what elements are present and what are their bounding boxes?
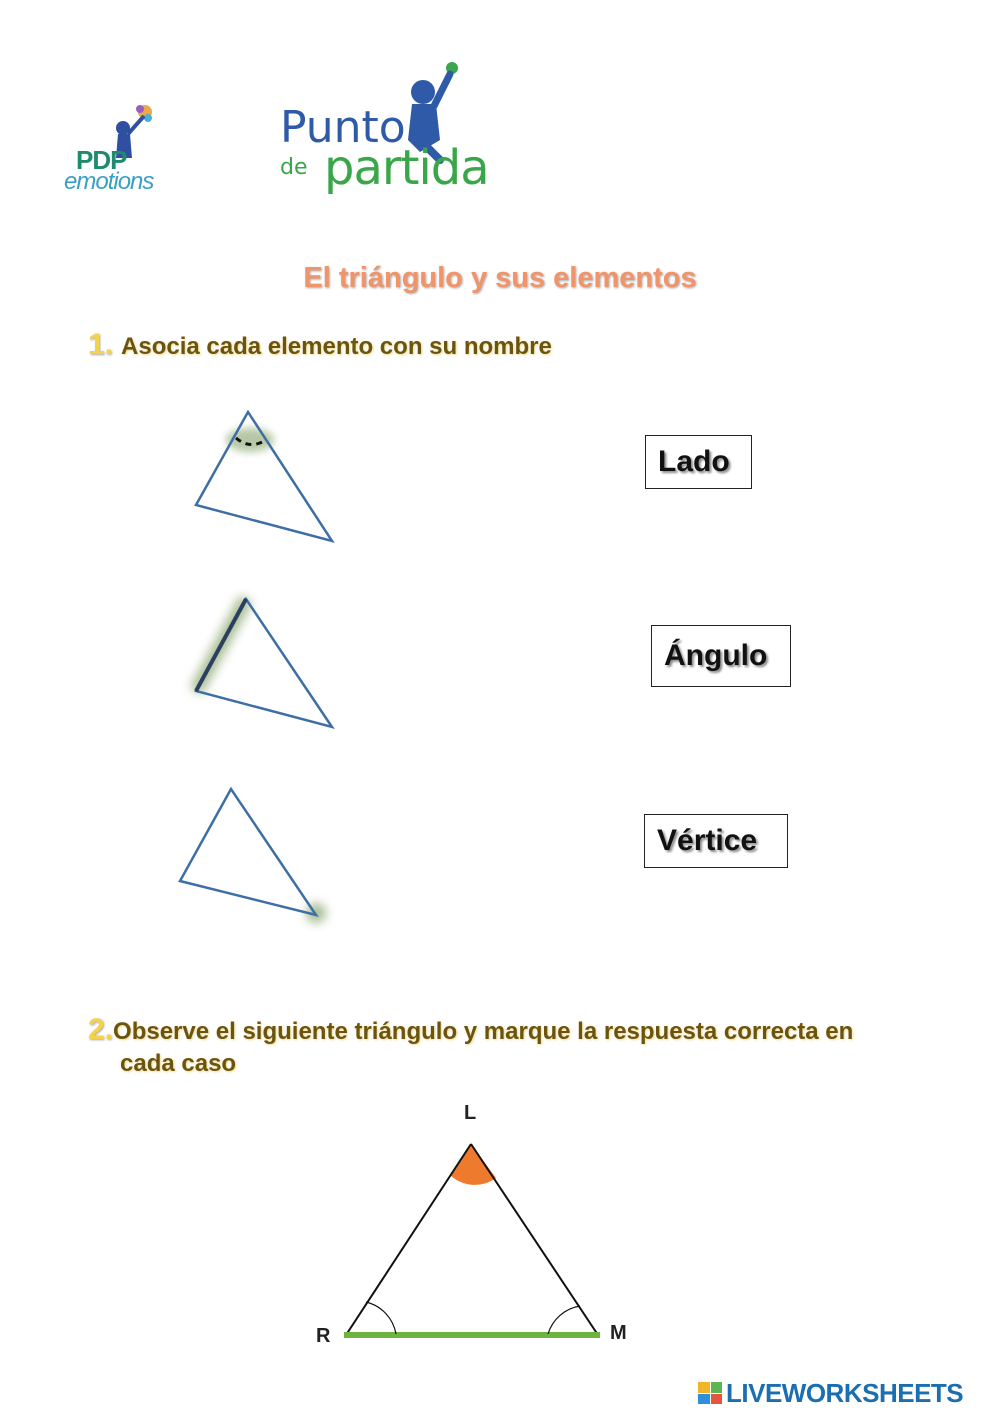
triangle-angle-diagram xyxy=(170,400,350,560)
highlighted-side xyxy=(196,599,246,691)
liveworksheets-brand-text: LIVEWORKSHEETS xyxy=(726,1378,964,1408)
question-1-text: Asocia cada elemento con su nombre xyxy=(121,333,552,360)
label-lado[interactable]: Lado xyxy=(645,435,752,489)
vertex-label-l: L xyxy=(464,1102,477,1124)
triangle-side-diagram xyxy=(170,585,350,745)
vertex-label-r: R xyxy=(316,1325,331,1347)
punto-logo-text: Punto xyxy=(280,102,406,153)
de-logo-text: de xyxy=(280,155,308,180)
triangle-lrm-diagram xyxy=(330,1130,620,1350)
page-title: El triángulo y sus elementos xyxy=(303,262,697,294)
question-1-number: 1. xyxy=(88,328,114,361)
angle-r-arc xyxy=(366,1302,396,1334)
label-angulo[interactable]: Ángulo xyxy=(651,625,791,687)
question-2-text-continued: cada caso xyxy=(120,1050,237,1077)
question-2-text: Observe el siguiente triángulo y marque la respuesta correcta en xyxy=(113,1018,854,1045)
label-vertice[interactable]: Vértice xyxy=(644,814,788,868)
punto-de-partida-logo xyxy=(280,60,520,195)
partida-logo-text: partida xyxy=(324,140,489,196)
emotions-logo-text: emotions xyxy=(64,168,154,195)
pdp-logo-text: PDP xyxy=(76,145,127,175)
triangle-outline xyxy=(180,789,316,915)
question-1 xyxy=(88,328,988,362)
side-lr xyxy=(346,1144,471,1335)
question-2-number: 2. xyxy=(88,1013,114,1046)
angle-m-arc xyxy=(548,1306,580,1334)
vertex-label-m: M xyxy=(610,1322,627,1344)
liveworksheets-watermark xyxy=(698,1378,998,1408)
question-2 xyxy=(88,1010,948,1055)
liveworksheets-badge-icon xyxy=(698,1382,722,1404)
pdp-emotions-logo xyxy=(60,100,180,200)
triangle-vertex-diagram xyxy=(160,775,350,945)
